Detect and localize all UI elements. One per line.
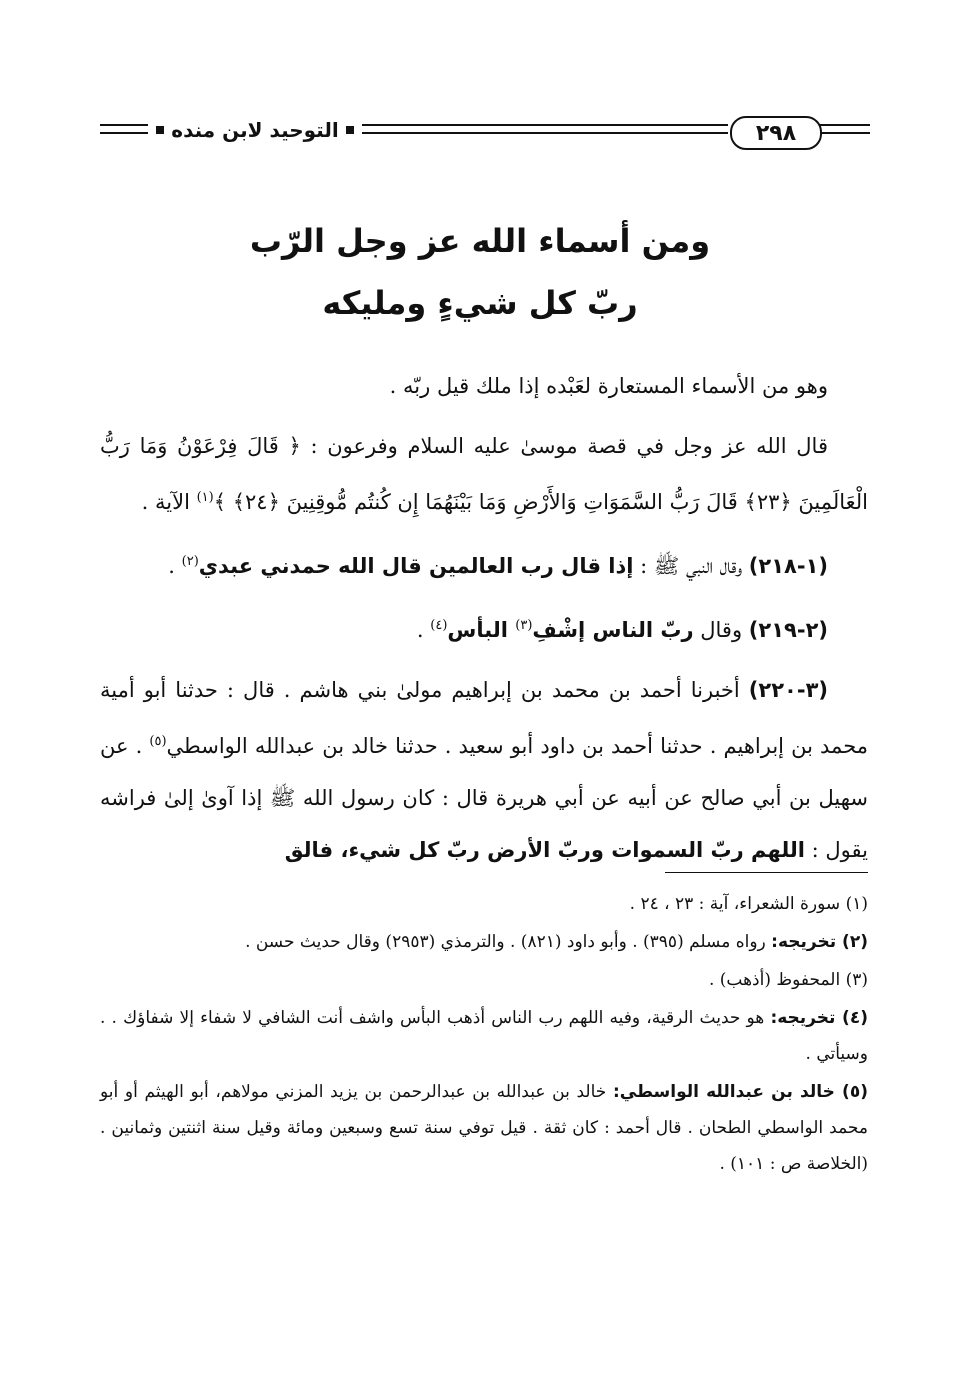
- paragraph-quran: [100, 420, 868, 528]
- header-square: [156, 126, 164, 134]
- footnotes: [100, 886, 868, 1184]
- footnote-4: [100, 1000, 868, 1072]
- footnote-text: خالد بن عبدالله بن عبدالرحمن بن يزيد المزني مولاهم، أبو الهيثم أو أبو محمد الواسطي الطحان . قال أحمد : كان ثقة . قيل توفي سنة تسع وسبعين ومائة وقيل سنة اثنتين وثمانين . (الخلاصة ص : ١٠١) .: [100, 1082, 868, 1174]
- header-rule: [820, 132, 870, 134]
- paragraph-intro: وهو من الأسماء المستعارة لعَبْده إذا ملك قيل ربّه .: [389, 374, 828, 398]
- hadith-isnad-cont: . عن سهيل بن أبي صالح عن أبيه عن أبي هريرة قال : كان رسول الله ﷺ إذا آوىٰ إلىٰ فراشه يقول :: [100, 734, 868, 862]
- hadith-219: [100, 600, 868, 656]
- chapter-title-line1: ومن أسماء الله عز وجل الرّب: [249, 222, 711, 260]
- main-text: [100, 360, 868, 884]
- footnote-label: (٥) خالد بن عبدالله الواسطي:: [612, 1082, 868, 1102]
- header-rule: [362, 124, 728, 126]
- hadith-number: (٢-٢١٩): [748, 618, 828, 642]
- running-header: [100, 110, 870, 150]
- hadith-218: [100, 536, 868, 592]
- hadith-matn: إذا قال رب العالمين قال الله حمدني عبدي: [198, 554, 634, 578]
- footnote-3: (٣) المحفوظ (أذهب) .: [708, 970, 868, 990]
- hadith-matn: ربّ الناس إشْفِ: [532, 618, 694, 642]
- header-rule: [820, 124, 870, 126]
- footnote-ref[interactable]: (٤): [430, 618, 448, 633]
- verse-suffix: الآية .: [141, 490, 197, 514]
- header-rule: [100, 132, 148, 134]
- footnote-ref[interactable]: (٢): [181, 554, 199, 569]
- header-square: [346, 126, 354, 134]
- hadith-matn: البأس: [447, 618, 516, 642]
- hadith-isnad: أخبرنا أحمد بن محمد بن إبراهيم مولىٰ بني هاشم . قال : حدثنا أبو أمية محمد بن إبراهيم . حدثنا أحمد بن داود أبو سعيد . حدثنا خالد بن عبدالله الواسطي: [100, 678, 868, 758]
- header-rule: [100, 124, 148, 126]
- footnote-1: (١) سورة الشعراء، آية : ٢٣ ، ٢٤ .: [629, 894, 868, 914]
- quran-verse: قال الله عز وجل في قصة موسىٰ عليه السلام وفرعون : ﴿ قَالَ فِرْعَوْنُ وَمَا رَبُّ الْعَالَمِينَ ﴿٢٣﴾ قَالَ رَبُّ السَّمَوَاتِ وَالأَرْضِ وَمَا بَيْنَهُمَا إِن كُنتُم مُّوقِنِينَ ﴿٢٤﴾ ﴾: [100, 434, 868, 514]
- footnote-text: رواه مسلم (٣٩٥) . وأبو داود (٨٢١) . والترمذي (٢٩٥٣) وقال حديث حسن .: [245, 932, 772, 952]
- footnote-2: [100, 924, 868, 960]
- chapter-title-line2: ربّ كل شيءٍ ومليكه: [322, 284, 638, 322]
- hadith-number: (٣-٢٢٠): [748, 678, 828, 702]
- page-number: ٢٩٨: [730, 116, 822, 150]
- hadith-intro: وقال: [693, 618, 749, 642]
- footnote-ref[interactable]: (٥): [149, 734, 167, 749]
- hadith-matn: اللهم ربّ السموات وربّ الأرض ربّ كل شيء، فالق: [284, 838, 805, 862]
- footnote-5: [100, 1074, 868, 1182]
- running-title: التوحيد لابن منده: [171, 118, 339, 142]
- footnote-ref[interactable]: (١): [196, 490, 214, 505]
- hadith-end: .: [168, 554, 182, 578]
- hadith-number: (١-٢١٨): [748, 554, 828, 578]
- footnote-text: هو حديث الرقية، وفيه اللهم رب الناس أذهب البأس واشف أنت الشافي لا شفاء إلا شفاؤك . . وسيأتي .: [100, 1008, 868, 1064]
- footnote-label: (٤) تخريجه:: [770, 1008, 868, 1028]
- hadith-intro: وقال النبي ﷺ :: [633, 554, 749, 578]
- hadith-220: [100, 664, 868, 876]
- footnote-separator: [665, 872, 868, 873]
- hadith-end: .: [416, 618, 431, 642]
- footnote-label: (٢) تخريجه:: [771, 932, 868, 952]
- header-rule: [362, 132, 728, 134]
- footnote-ref[interactable]: (٣): [515, 618, 533, 633]
